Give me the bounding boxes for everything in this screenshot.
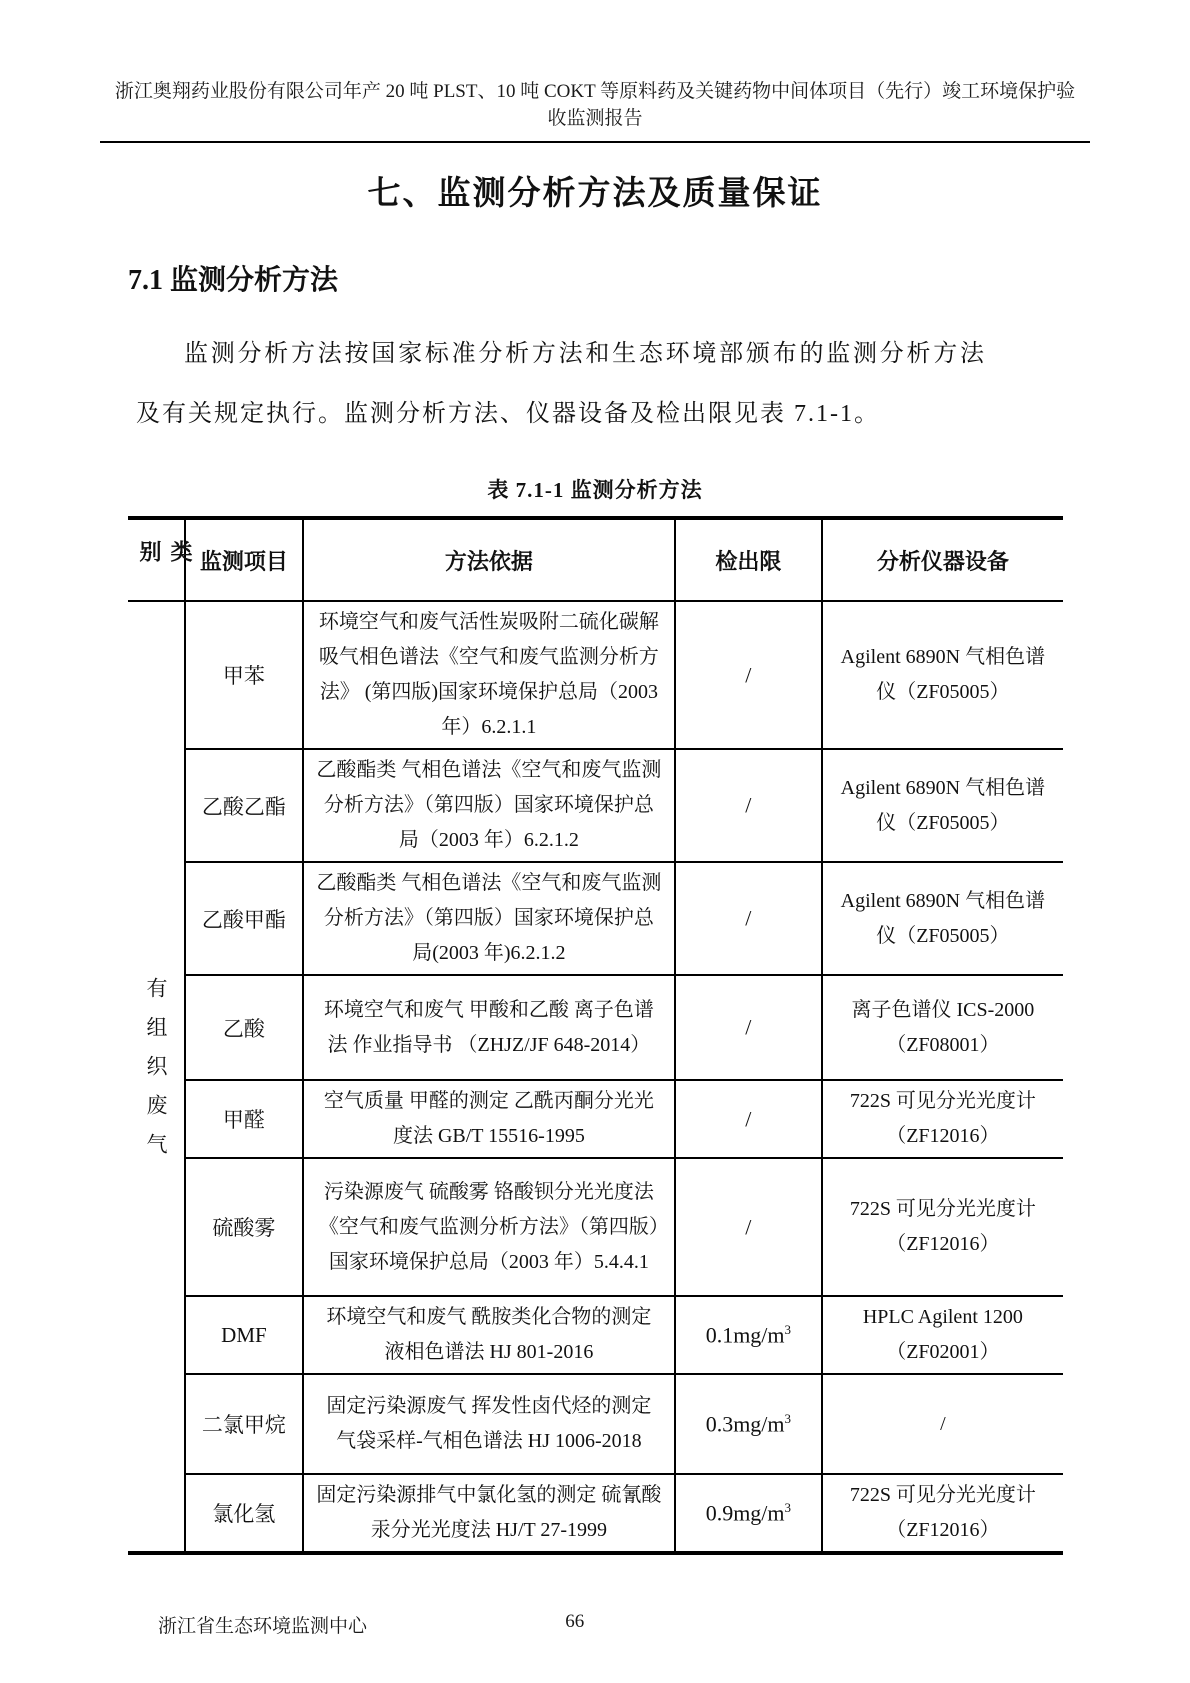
method-cell: 环境空气和废气活性炭吸附二硫化碳解吸气相色谱法《空气和废气监测分析方法》 (第四版)国家环境保护总局（2003 年）6.2.1.1	[303, 601, 675, 749]
item-cell: 乙酸乙酯	[185, 749, 303, 862]
limit-cell	[675, 1374, 822, 1474]
table-row	[128, 1474, 1063, 1553]
table-caption: 表 7.1-1 监测分析方法	[487, 478, 703, 502]
section-paragraph: 监测分析方法按国家标准分析方法和生态环境部颁布的监测分析方法及有关规定执行。监测分析方法、仪器设备及检出限见表 7.1-1。	[136, 341, 986, 427]
item-cell: DMF	[185, 1296, 303, 1374]
limit-value: 0.3mg/m	[705, 1411, 785, 1437]
limit-cell	[675, 1158, 822, 1296]
table-row	[128, 1296, 1063, 1374]
limit-cell	[675, 1474, 822, 1553]
limit-cell	[675, 975, 822, 1080]
column-header-instrument: 分析仪器设备	[822, 518, 1063, 601]
table-row	[128, 1080, 1063, 1158]
instrument-cell: 722S 可见分光光度计（ZF12016）	[849, 1484, 1036, 1541]
instrument-cell: Agilent 6890N 气相色谱仪（ZF05005）	[822, 601, 1063, 749]
item-cell: 甲醛	[185, 1080, 303, 1158]
instrument-cell: 722S 可见分光光度计（ZF12016）	[822, 1158, 1063, 1296]
table-header-row	[128, 518, 1063, 601]
limit-value: /	[745, 905, 752, 931]
running-header-line2: 收监测报告	[547, 108, 643, 129]
instrument-cell: HPLC Agilent 1200（ZF02001）	[822, 1296, 1063, 1374]
instrument-cell: 离子色谱仪 ICS-2000（ZF08001）	[822, 975, 1063, 1080]
page-footer	[100, 1611, 1090, 1638]
limit-cell	[675, 1296, 822, 1374]
instrument-cell: /	[822, 1374, 1063, 1474]
limit-value: /	[745, 1214, 752, 1240]
limit-value: /	[745, 1106, 752, 1132]
item-cell: 乙酸	[185, 975, 303, 1080]
limit-cell	[675, 601, 822, 749]
limit-cell	[675, 862, 822, 975]
section-heading: 7.1 监测分析方法	[128, 265, 339, 296]
limit-superscript: 3	[784, 1499, 792, 1515]
method-cell: 空气质量 甲醛的测定 乙酰丙酮分光光度法 GB/T 15516-1995	[303, 1080, 675, 1158]
limit-value: 0.9mg/m	[705, 1500, 785, 1526]
instrument-cell: 722S 可见分光光度计（ZF12016）	[822, 1080, 1063, 1158]
method-cell: 乙酸酯类 气相色谱法《空气和废气监测分析方法》（第四版）国家环境保护总局（2003 年）6.2.1.2	[303, 749, 675, 862]
page-number: 66	[565, 1611, 585, 1632]
item-cell: 二氯甲烷	[185, 1374, 303, 1474]
limit-superscript: 3	[784, 1410, 792, 1426]
column-header-category	[128, 518, 193, 601]
category-cell	[128, 601, 185, 1553]
method-cell: 环境空气和废气 酰胺类化合物的测定 液相色谱法 HJ 801-2016	[303, 1296, 675, 1374]
header-divider	[100, 141, 1090, 143]
item-cell: 氯化氢	[185, 1474, 303, 1553]
table-row	[128, 975, 1063, 1080]
method-cell: 固定污染源排气中氯化氢的测定 硫氰酸汞分光光度法 HJ/T 27-1999	[303, 1474, 675, 1553]
method-cell: 乙酸酯类 气相色谱法《空气和废气监测分析方法》（第四版）国家环境保护总局(2003 年)6.2.1.2	[303, 862, 675, 975]
item-cell: 甲苯	[185, 601, 303, 749]
footer-organization: 浙江省生态环境监测中心	[158, 1616, 368, 1637]
column-header-limit: 检出限	[675, 518, 822, 601]
limit-cell	[675, 749, 822, 862]
running-header	[100, 78, 1090, 132]
method-cell: 环境空气和废气 甲酸和乙酸 离子色谱法 作业指导书 （ZHJZ/JF 648-2014）	[303, 975, 675, 1080]
item-cell: 乙酸甲酯	[185, 862, 303, 975]
instrument-cell: Agilent 6890N 气相色谱仪（ZF05005）	[822, 749, 1063, 862]
category-label: 有组织废气	[144, 976, 169, 1172]
limit-value: 0.1mg/m	[705, 1322, 785, 1348]
method-cell: 固定污染源废气 挥发性卤代烃的测定 气袋采样-气相色谱法 HJ 1006-2018	[303, 1374, 675, 1474]
running-header-line1: 浙江奥翔药业股份有限公司年产 20 吨 PLST、10 吨 COKT 等原料药及关键药物中间体项目（先行）竣工环境保护验	[114, 81, 1076, 102]
column-header-item: 监测项目	[185, 518, 303, 601]
chapter-title: 七、监测分析方法及质量保证	[367, 176, 823, 212]
column-header-category-label: 类别	[137, 540, 193, 574]
limit-superscript: 3	[784, 1321, 792, 1337]
table-row	[128, 601, 1063, 749]
method-cell: 污染源废气 硫酸雾 铬酸钡分光光度法《空气和废气监测分析方法》（第四版）国家环境保护总局（2003 年）5.4.4.1	[303, 1158, 675, 1296]
limit-value: /	[745, 662, 752, 688]
table-row	[128, 862, 1063, 975]
monitoring-methods-table	[128, 516, 1063, 1555]
table-row	[128, 1374, 1063, 1474]
table-row	[128, 749, 1063, 862]
column-header-method: 方法依据	[303, 518, 675, 601]
instrument-cell: Agilent 6890N 气相色谱仪（ZF05005）	[822, 862, 1063, 975]
limit-cell	[675, 1080, 822, 1158]
limit-value: /	[745, 792, 752, 818]
item-cell: 硫酸雾	[185, 1158, 303, 1296]
limit-value: /	[745, 1014, 752, 1040]
table-row	[128, 1158, 1063, 1296]
